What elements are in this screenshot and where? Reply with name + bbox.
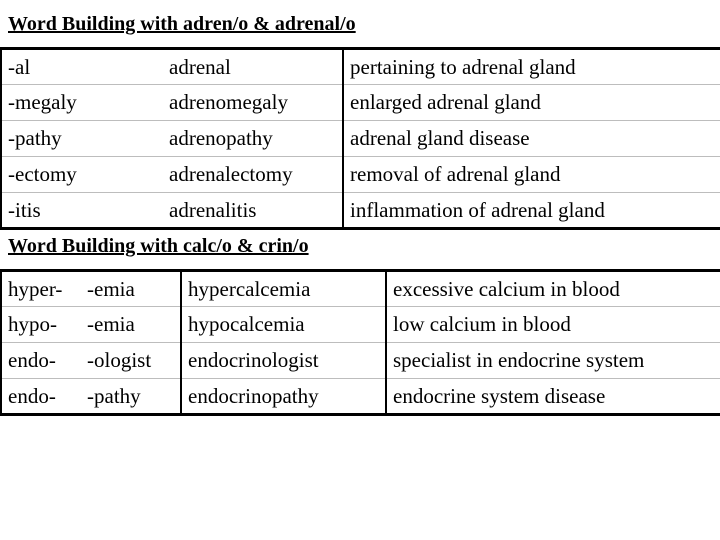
meaning-cell: adrenal gland disease <box>343 121 720 157</box>
suffix-cell: -emia <box>81 307 181 343</box>
adrenal-word-table <box>0 47 720 230</box>
table-row <box>1 121 720 157</box>
table-row <box>1 157 720 193</box>
table-row <box>1 379 720 415</box>
meaning-cell: pertaining to adrenal gland <box>343 49 720 85</box>
term-cell: endocrinopathy <box>181 379 386 415</box>
table-row <box>1 271 720 307</box>
meaning-cell: enlarged adrenal gland <box>343 85 720 121</box>
term-cell: hypercalcemia <box>181 271 386 307</box>
table-row <box>1 307 720 343</box>
table-row <box>1 193 720 229</box>
suffix-cell: -megaly <box>1 85 163 121</box>
suffix-cell: -al <box>1 49 163 85</box>
table-row <box>1 49 720 85</box>
meaning-cell: excessive calcium in blood <box>386 271 720 307</box>
section1-heading: Word Building with adren/o & adrenal/o <box>8 13 356 35</box>
term-cell: adrenalitis <box>163 193 343 229</box>
table-row <box>1 343 720 379</box>
section2-heading: Word Building with calc/o & crin/o <box>8 235 309 257</box>
meaning-cell: endocrine system disease <box>386 379 720 415</box>
term-cell: hypocalcemia <box>181 307 386 343</box>
meaning-cell: inflammation of adrenal gland <box>343 193 720 229</box>
table-row <box>1 85 720 121</box>
suffix-cell: -pathy <box>1 121 163 157</box>
suffix-cell: -emia <box>81 271 181 307</box>
suffix-cell: -itis <box>1 193 163 229</box>
term-cell: adrenalectomy <box>163 157 343 193</box>
term-cell: adrenal <box>163 49 343 85</box>
meaning-cell: removal of adrenal gland <box>343 157 720 193</box>
term-cell: adrenopathy <box>163 121 343 157</box>
meaning-cell: specialist in endocrine system <box>386 343 720 379</box>
term-cell: adrenomegaly <box>163 85 343 121</box>
prefix-cell: endo- <box>1 343 81 379</box>
calc-crin-word-table <box>0 269 720 416</box>
suffix-cell: -ologist <box>81 343 181 379</box>
meaning-cell: low calcium in blood <box>386 307 720 343</box>
prefix-cell: hyper- <box>1 271 81 307</box>
suffix-cell: -ectomy <box>1 157 163 193</box>
prefix-cell: hypo- <box>1 307 81 343</box>
term-cell: endocrinologist <box>181 343 386 379</box>
prefix-cell: endo- <box>1 379 81 415</box>
suffix-cell: -pathy <box>81 379 181 415</box>
